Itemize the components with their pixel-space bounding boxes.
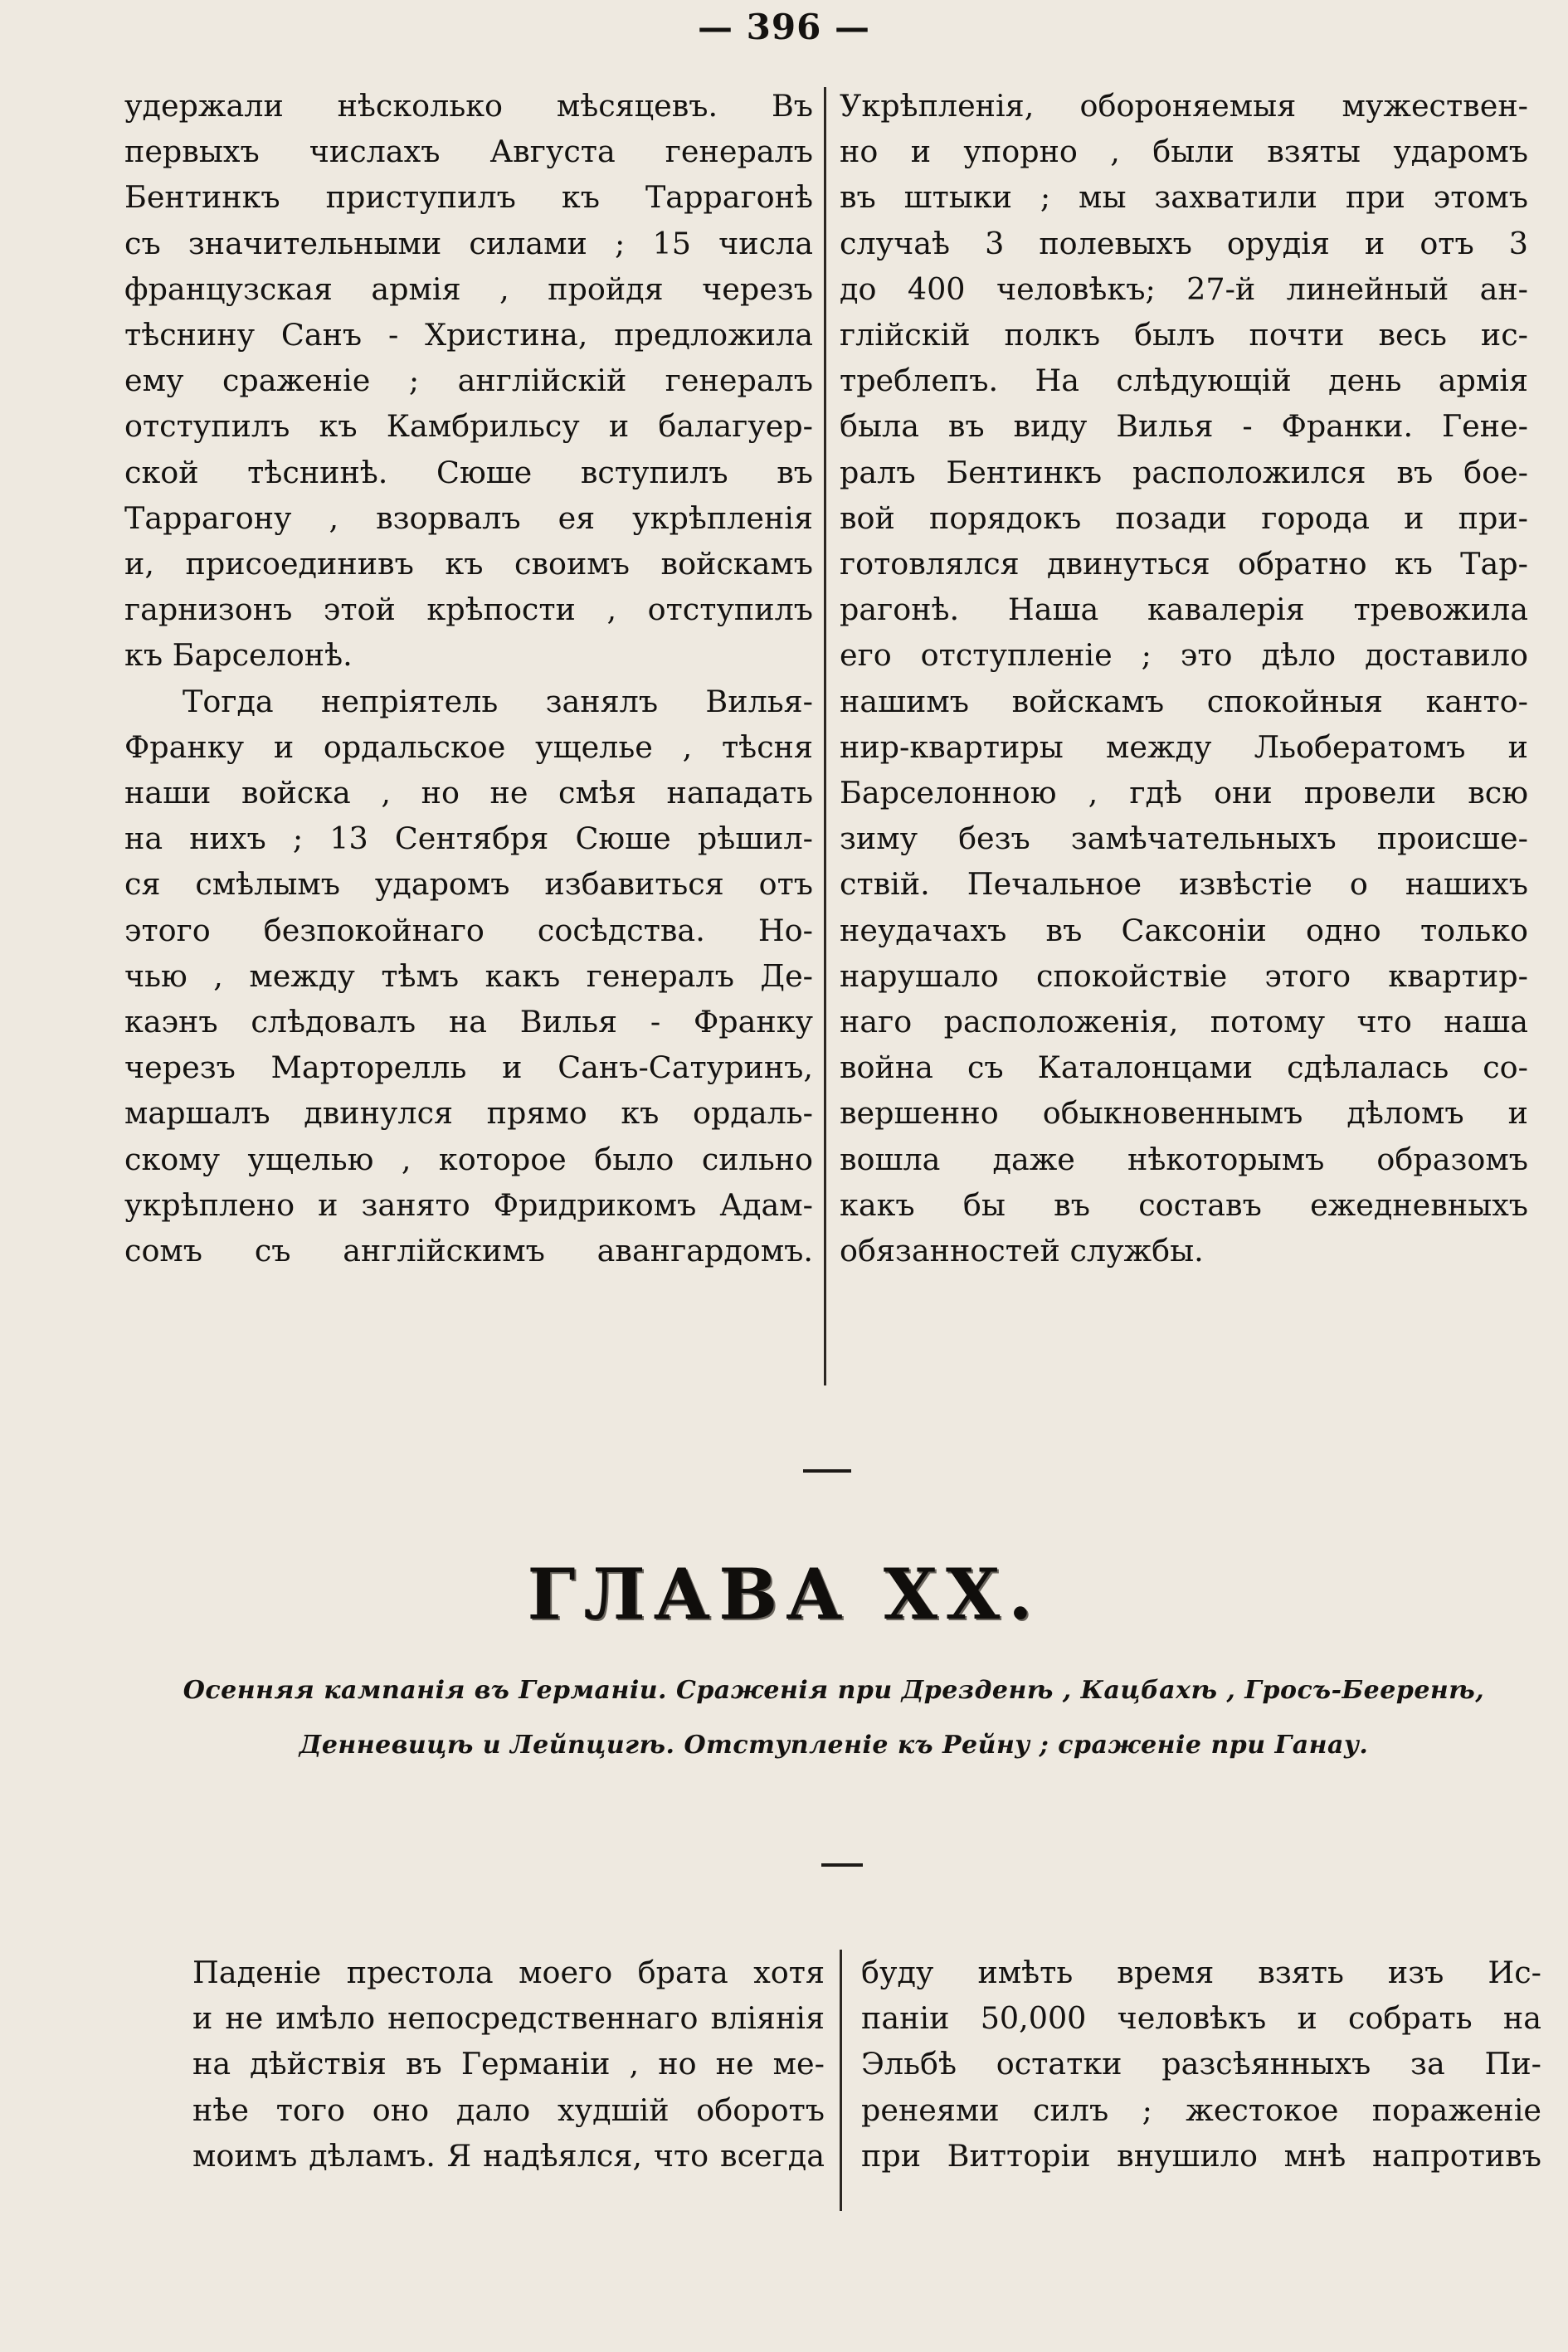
column-divider — [824, 87, 826, 1385]
text-line: паніи 50,000 человѣкъ и собрать на — [861, 2000, 1541, 2037]
text-line: чью , между тѣмъ какъ генералъ Де- — [124, 957, 813, 994]
text-line: тѣснину Санъ - Христина, предложила — [124, 317, 813, 353]
text-column-top-left — [124, 83, 813, 1273]
text-line: ской тѣснинѣ. Сюше вступилъ въ — [124, 454, 813, 490]
text-line: этого безпокойнаго сосѣдства. Но- — [124, 912, 813, 948]
text-line: вошла даже нѣкоторымъ образомъ — [840, 1141, 1528, 1177]
text-line: и не имѣло непосредственнаго вліянія — [192, 2000, 825, 2037]
text-column-bottom-left — [192, 1950, 825, 2179]
text-line: война съ Каталонцами сдѣлалась со- — [840, 1049, 1528, 1086]
text-line: была въ виду Вилья - Франки. Гене- — [840, 408, 1528, 445]
text-line: скому ущелью , которое было сильно — [124, 1141, 813, 1177]
text-line: случаѣ 3 полевыхъ орудія и отъ 3 — [840, 225, 1528, 261]
text-line: какъ бы въ составъ ежедневныхъ — [840, 1186, 1528, 1223]
chapter-summary-line: Осенняя кампанія въ Германіи. Сраженія при Дрезденѣ , Кацбахѣ , Гросъ-Бееренѣ, — [183, 1676, 1485, 1705]
text-line: его отступленіе ; это дѣло доставило — [840, 637, 1528, 674]
chapter-title: ГЛАВА XX. — [527, 1553, 1041, 1635]
text-line: съ значительными силами ; 15 числа — [124, 225, 813, 261]
text-line: наши войска , но не смѣя нападать — [124, 775, 813, 811]
text-line: вершенно обыкновеннымъ дѣломъ и — [840, 1095, 1528, 1132]
text-line: черезъ Марторелль и Санъ-Сатуринъ, — [124, 1049, 813, 1086]
text-line: отступилъ къ Камбрильсу и балагуер- — [124, 408, 813, 445]
text-line: на нихъ ; 13 Сентября Сюше рѣшил- — [124, 821, 813, 857]
text-line: нашимъ войскамъ спокойныя канто- — [840, 683, 1528, 719]
text-line: вой порядокъ позади города и при- — [840, 499, 1528, 536]
text-line: гарнизонъ этой крѣпости , отступилъ — [124, 592, 813, 628]
text-line: Эльбѣ остатки разсѣянныхъ за Пи- — [861, 2046, 1541, 2082]
text-line: Тогда непріятель занялъ Вилья- — [183, 683, 813, 719]
text-line: нѣе того оно дало худшій оборотъ — [192, 2091, 825, 2128]
text-line: первыхъ числахъ Августа генералъ — [124, 134, 813, 170]
text-line: ралъ Бентинкъ расположился въ бое- — [840, 454, 1528, 490]
text-line: ся смѣлымъ ударомъ избавиться отъ — [124, 866, 813, 903]
text-line: буду имѣть время взять изъ Ис- — [861, 1955, 1541, 1990]
text-line: укрѣплено и занято Фридрикомъ Адам- — [124, 1186, 813, 1223]
text-line: готовлялся двинуться обратно къ Тар- — [840, 546, 1528, 582]
text-line: ренеями силъ ; жестокое пораженіе — [861, 2091, 1541, 2128]
text-line: на дѣйствія въ Германіи , но не ме- — [192, 2046, 825, 2082]
text-line: но и упорно , были взяты ударомъ — [840, 134, 1528, 170]
text-column-bottom-right — [861, 1950, 1541, 2179]
text-line: Бентинкъ приступилъ къ Таррагонѣ — [124, 179, 813, 216]
text-line: ему сраженіе ; англійскій генералъ — [124, 363, 813, 399]
text-line: сомъ съ англійскимъ авангардомъ. — [124, 1233, 813, 1269]
text-line: наго расположенія, потому что наша — [840, 1004, 1528, 1040]
text-line: треблепъ. На слѣдующій день армія — [840, 363, 1528, 399]
chapter-summary-line: Денневицѣ и Лейпцигѣ. Отступленіе къ Рейну ; сраженіе при Ганау. — [299, 1731, 1369, 1760]
text-line: обязанностей службы. — [840, 1233, 1204, 1269]
text-line: моимъ дѣламъ. Я надѣялся, что всегда — [192, 2137, 825, 2174]
text-line: каэнъ слѣдовалъ на Вилья - Франку — [124, 1004, 813, 1040]
text-line: нир-квартиры между Льобератомъ и — [840, 728, 1528, 765]
text-line: рагонѣ. Наша кавалерія тревожила — [840, 592, 1528, 628]
text-line: удержали нѣсколько мѣсяцевъ. Въ — [124, 88, 813, 124]
column-divider — [840, 1950, 842, 2211]
section-dash — [821, 1863, 863, 1867]
text-line: Паденіе престола моего брата хотя — [192, 1955, 825, 1990]
text-line: зиму безъ замѣчательныхъ происше- — [840, 821, 1528, 857]
section-dash — [803, 1469, 851, 1473]
text-line: Укрѣпленія, обороняемыя мужествен- — [840, 88, 1528, 124]
text-line: до 400 человѣкъ; 27-й линейный ан- — [840, 270, 1528, 307]
text-line: при Витторіи внушило мнѣ напротивъ — [861, 2137, 1541, 2174]
text-line: французская армія , пройдя черезъ — [124, 270, 813, 307]
text-line: нарушало спокойствіе этого квартир- — [840, 957, 1528, 994]
text-column-top-right — [840, 83, 1528, 1273]
text-line: маршалъ двинулся прямо къ ордаль- — [124, 1095, 813, 1132]
text-line: глійскій полкъ былъ почти весь ис- — [840, 317, 1528, 353]
text-line: Таррагону , взорвалъ ея укрѣпленія — [124, 499, 813, 536]
text-line: ствій. Печальное извѣстіе о нашихъ — [840, 866, 1528, 903]
text-line: неудачахъ въ Саксоніи одно только — [840, 912, 1528, 948]
text-line: Барселонною , гдѣ они провели всю — [840, 775, 1528, 811]
text-line: и, присоединивъ къ своимъ войскамъ — [124, 546, 813, 582]
text-line: къ Барселонѣ. — [124, 637, 353, 674]
page-number: — 396 — — [698, 7, 870, 47]
text-line: Франку и ордальское ущелье , тѣсня — [124, 728, 813, 765]
text-line: въ штыки ; мы захватили при этомъ — [840, 179, 1528, 216]
